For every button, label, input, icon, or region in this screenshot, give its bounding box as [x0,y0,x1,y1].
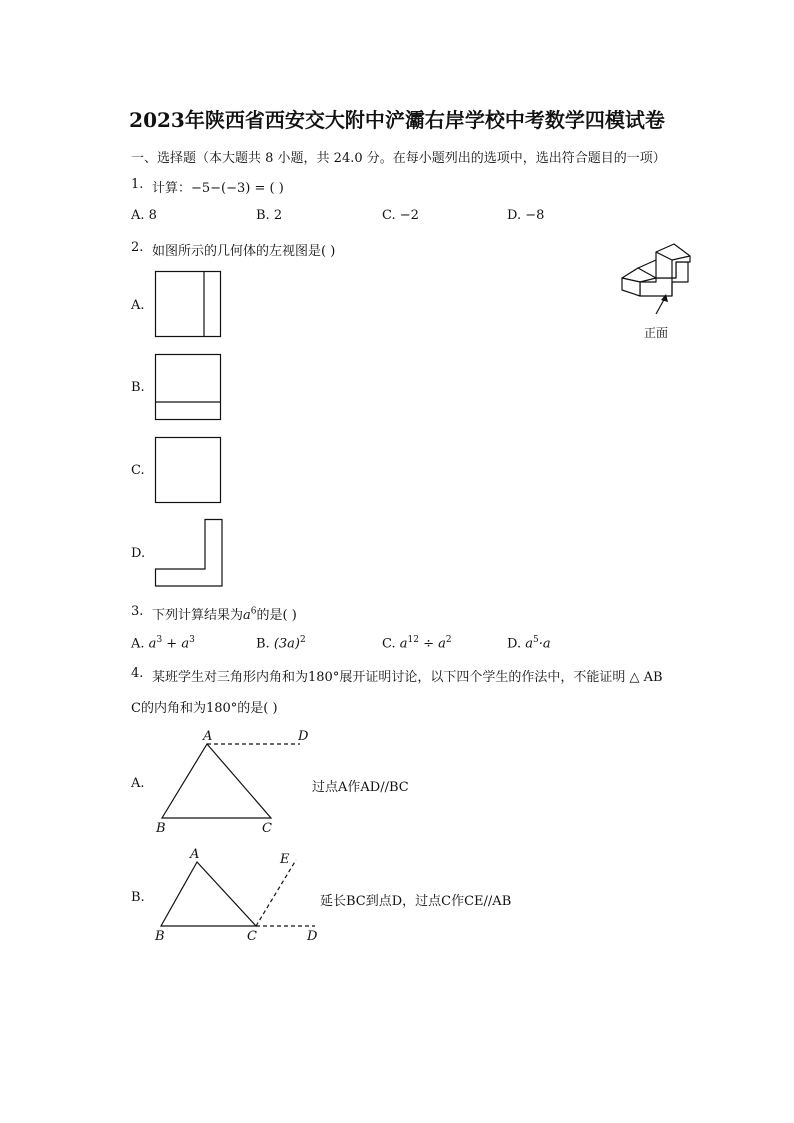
q4-option-a-figure [150,727,320,837]
q4-option-b-figure [150,850,330,950]
q4a-point-d: D [298,729,309,744]
q4b-point-c: C [247,929,257,944]
q2-figure-label: 正面 [644,326,669,340]
q3-option-c: C. $a^{12} \div a^2$ [382,635,452,652]
q1-option-b: B. 2 [256,208,283,223]
q4-option-a: A. [131,776,145,791]
q3-option-d: D. $a^5\cdot a$ [507,635,551,652]
q3-option-a: A. $a^3 + a^3$ [131,635,195,652]
q4-option-a-desc: 过点A作AD//BC [312,780,409,795]
q4-option-b: B. [131,890,145,905]
q2-option-d-figure [155,519,223,587]
q4a-point-a: A [203,729,213,744]
section-heading: 一、选择题（本大题共 8 小题，共 24.0 分。在每小题列出的选项中，选出符合题目的一项） [131,151,666,166]
q4b-point-a: A [190,847,200,862]
q4a-point-c: C [262,821,272,836]
q1-option-c: C. −2 [382,208,419,223]
q2-option-b-figure [155,354,221,420]
q4-stem-line1: 某班学生对三角形内角和为180°展开证明讨论，以下四个学生的作法中，不能证明 △ AB [152,670,663,685]
q2-number: 2. [131,240,144,255]
page-title: 2023年陕西省西安交大附中浐灞右岸学校中考数学四模试卷 [129,108,665,132]
q2-option-b: B. [131,380,145,395]
q1-option-d: D. −8 [507,208,545,223]
q3-stem: 下列计算结果为$a^6$的是( ) [152,606,297,623]
q4-stem-line2: C的内角和为180°的是( ) [131,701,278,716]
q1-option-a: A. 8 [131,208,157,223]
q3-option-b: B. $(3a)^2$ [256,635,306,652]
q2-option-a: A. [131,298,145,313]
q2-solid-figure [616,238,696,318]
q4a-point-b: B [156,821,166,836]
q2-option-c: C. [131,463,145,478]
q4-option-b-desc: 延长BC到点D，过点C作CE//AB [320,894,512,909]
q2-stem: 如图所示的几何体的左视图是( ) [152,244,336,259]
q1-stem: 计算：−5−(−3) = ( ) [152,181,284,196]
q4b-point-e: E [280,852,290,867]
q2-option-d: D. [131,546,146,561]
q4b-point-b: B [155,929,165,944]
q3-number: 3. [131,604,144,619]
q1-number: 1. [131,177,144,192]
q4-number: 4. [131,666,144,681]
q4b-point-d: D [307,929,318,944]
q2-option-a-figure [155,271,221,337]
q2-option-c-figure [155,437,221,503]
